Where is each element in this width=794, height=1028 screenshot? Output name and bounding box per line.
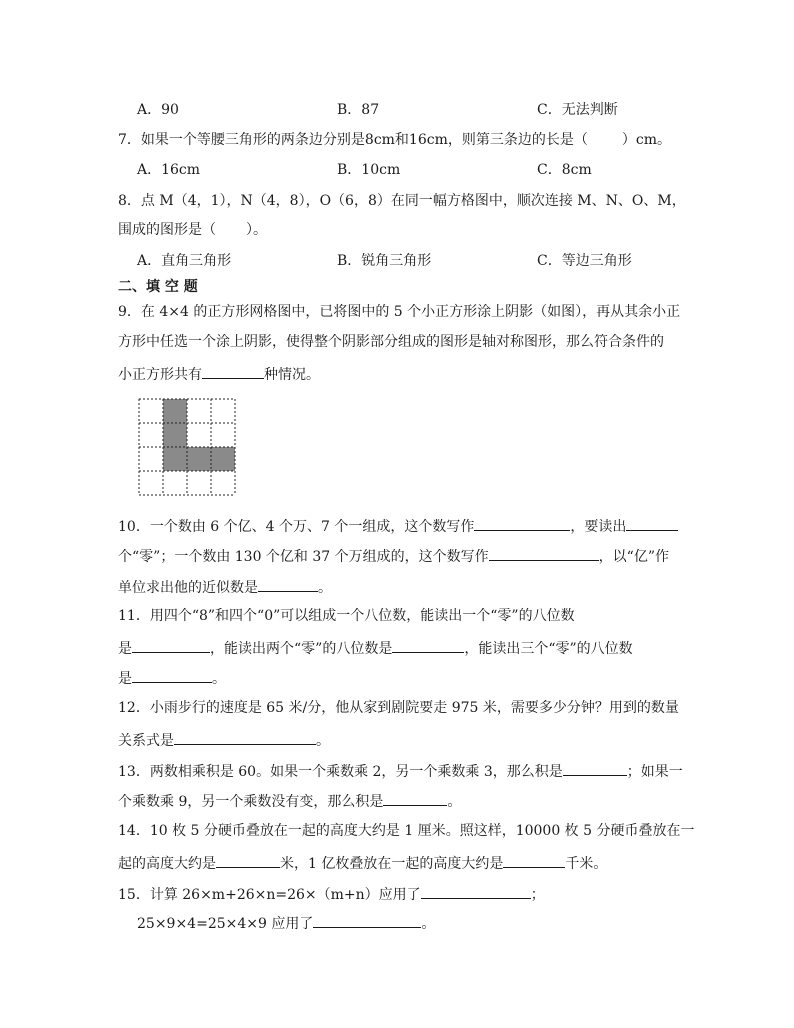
answer-blank[interactable] [474, 515, 570, 531]
question-11-line2: 是 ，能读出两个“零”的八位数是 ，能读出三个“零”的八位数 [118, 637, 633, 657]
q6-option-b: B．87 [337, 102, 380, 118]
answer-blank[interactable] [383, 790, 447, 806]
answer-blank[interactable] [174, 729, 316, 745]
q7-option-b: B．10cm [337, 162, 401, 178]
question-8-line1: 8．点 M（4，1），N（4，8），O（6，8）在同一幅方格图中，顺次连接 M、N、O、M， [118, 193, 686, 209]
question-9-line1: 9．在 4×4 的正方形网格图中，已将图中的 5 个小正方形涂上阴影（如图），再从其余小正 [118, 304, 681, 320]
shaded-cell [187, 447, 211, 471]
answer-blank[interactable] [392, 637, 464, 653]
question-11-line1: 11．用四个“8”和四个“0”可以组成一个八位数，能读出一个“零”的八位数 [118, 608, 575, 624]
answer-blank[interactable] [421, 883, 531, 899]
answer-blank[interactable] [132, 667, 212, 683]
question-13-line2: 个乘数乘 9，另一个乘数没有变，那么积是 。 [118, 790, 461, 810]
q7-tail: ）cm。 [621, 132, 671, 148]
question-15-line1: 15．计算 26×m+26×n=26×（m+n）应用了 ； [118, 883, 545, 903]
question-12-line1: 12．小雨步行的速度是 65 米/分，他从家到剧院要走 975 米，需要多少分钟？用到的数量 [118, 700, 679, 716]
answer-blank[interactable] [563, 760, 627, 776]
question-7 [118, 130, 671, 150]
q8-option-c: C．等边三角形 [537, 253, 632, 269]
shaded-cell [163, 399, 187, 423]
question-10-line2: 个“零”；一个数由 130 个亿和 37 个万组成的，这个数写作 ，以“亿”作 [118, 545, 669, 565]
question-9-line2: 方形中任选一个涂上阴影，使得整个阴影部分组成的图形是轴对称图形，那么符合条件的 [118, 334, 664, 350]
q7-option-c: C．8cm [537, 162, 592, 178]
question-10-line3: 单位求出他的近似数是 。 [118, 576, 332, 596]
question-12-line2: 关系式是 。 [118, 729, 330, 749]
answer-blank[interactable] [132, 637, 210, 653]
q7-text: 7．如果一个等腰三角形的两条边分别是8cm和16cm，则第三条边的长是（ [118, 132, 588, 148]
question-14-line1: 14．10 枚 5 分硬币叠放在一起的高度大约是 1 厘米。照这样，10000 枚 5 分硬币叠放在一 [118, 823, 695, 839]
answer-blank[interactable] [258, 576, 318, 592]
answer-blank[interactable] [313, 912, 421, 928]
answer-blank[interactable] [503, 852, 565, 868]
shaded-cell [211, 447, 235, 471]
shaded-grid-figure [137, 397, 237, 497]
question-8-line2: 围成的图形是（ ）。 [118, 222, 267, 238]
answer-blank[interactable] [216, 852, 280, 868]
q6-option-a: A．90 [137, 102, 179, 118]
shaded-cell [163, 447, 187, 471]
question-13-line1: 13．两数相乘积是 60。如果一个乘数乘 2，另一个乘数乘 3，那么积是 ；如果一 [118, 760, 683, 780]
question-14-line2: 起的高度大约是 米，1 亿枚叠放在一起的高度大约是 千米。 [118, 852, 607, 872]
q7-option-a: A．16cm [137, 162, 201, 178]
shaded-cell [163, 423, 187, 447]
question-9-line3: 小正方形共有 种情况。 [118, 363, 320, 383]
question-10-line1: 10．一个数由 6 个亿、4 个万、7 个一组成，这个数写作 ，要读出 [118, 515, 678, 535]
q8-option-b: B．锐角三角形 [337, 253, 432, 269]
answer-blank[interactable] [489, 545, 599, 561]
answer-blank[interactable] [202, 363, 264, 379]
q8-option-a: A．直角三角形 [137, 253, 232, 269]
question-15-line2: 25×9×4=25×4×9 应用了 。 [137, 912, 435, 932]
answer-blank[interactable] [626, 515, 678, 531]
q6-option-c: C．无法判断 [537, 102, 618, 118]
question-11-line3: 是 。 [118, 667, 226, 687]
section-heading-fill-in: 二、填 空 题 [118, 279, 198, 295]
